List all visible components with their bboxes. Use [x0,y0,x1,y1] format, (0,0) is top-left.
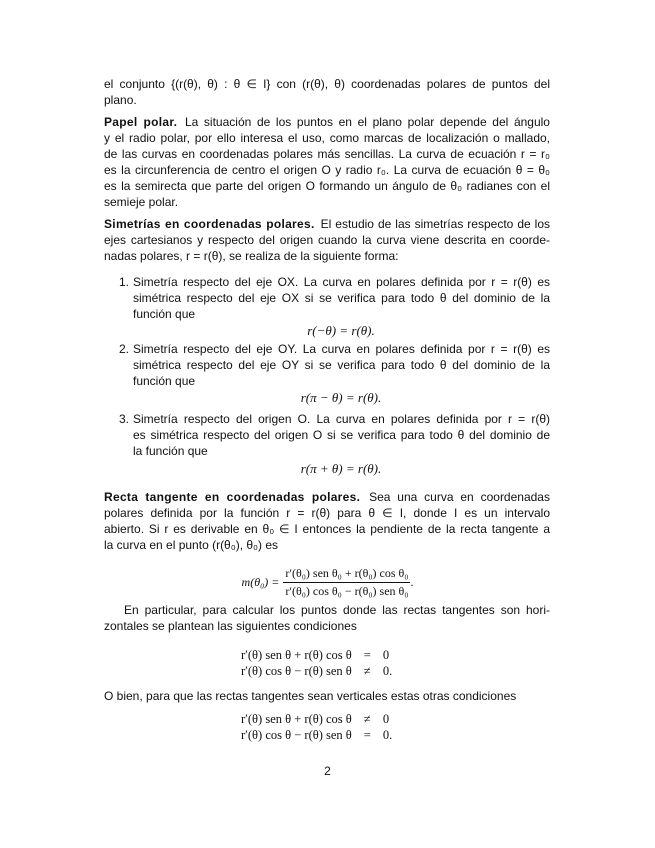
text-line: El estudio de las simetrías respecto de los [320,217,550,231]
text-line: En particular, para calcular los puntos donde las rectas tangentes son hori- [124,603,550,617]
section-heading: Simetrías en coordenadas polares. [104,217,315,231]
denominator: r′(θ₀) cos θ₀ − r(θ₀) sen θ₀ [285,584,409,598]
list-item [119,275,550,290]
eq-relation: = [363,728,371,742]
text-line: Simetría respecto del eje OX. La curva en polares definida por r = r(θ) es [133,275,550,289]
text-line: la función que [133,444,208,458]
text-line: la curva en el punto (r(θ₀), θ₀) es [104,538,279,552]
text-line: polares definida por la función r = r(θ) para θ ∈ I, donde I es un intervalo [104,506,550,520]
paragraph-line [104,115,550,130]
eq-relation: ≠ [363,712,371,726]
text-line: Simetría respecto del eje OY. La curva en polares definida por r = r(θ) es [133,342,550,356]
equation: r(π + θ) = r(θ). [300,461,382,476]
eq-rhs: 0. [382,728,393,742]
eq-rhs: 0 [382,712,390,726]
item-number: 1. [119,275,130,289]
numerator: r′(θ₀) sen θ₀ + r(θ₀) cos θ₀ [283,566,410,583]
text-line: simétrica respecto del eje OX si se verifica para todo θ del dominio de la [133,291,550,305]
formula-lhs: m(θ₀) = [241,575,280,589]
paragraph-line [104,490,550,505]
list-item [119,342,550,357]
item-number: 3. [119,412,130,426]
text-line: abierto. Si r es derivable en θ₀ ∈ I entonces la pendiente de la recta tangente a [104,522,550,536]
eq-lhs: r′(θ) sen θ + r(θ) cos θ [241,712,352,726]
equation-system-horizontal [237,647,396,679]
text-line: de las curvas en coordenadas polares más sencillas. La curva de ecuación r = r₀ [104,147,550,161]
equation-system-vertical [237,711,396,743]
item-number: 2. [119,342,130,356]
text-line: ejes cartesianos y respecto del origen cuando la curva viene descrita en coorde- [104,233,550,247]
text-line: Simetría respecto del origen O. La curva en polares definida por r = r(θ) [133,412,550,426]
text-line: simétrica respecto del eje OY si se verifica para todo θ del dominio de la [133,358,550,372]
section-heading: Recta tangente en coordenadas polares. [104,490,361,504]
paragraph-line [104,217,550,232]
slope-formula [0,566,655,599]
text-line: función que [133,307,196,321]
eq-relation: ≠ [363,664,371,678]
eq-rhs: 0. [382,664,393,678]
text-line: Sea una curva en coordenadas [369,490,550,504]
text-line: plano. [104,93,137,107]
section-heading: Papel polar. [104,115,178,129]
equation: r(π − θ) = r(θ). [300,390,382,405]
text-line: y el radio polar, por ello interesa el uso, como marcas de localización o mallado, [104,131,550,145]
text-line: es la semirecta que parte del origen O formando un ángulo de θ₀ radianes con el [104,179,550,193]
text-line: zontales se plantean las siguientes condiciones [104,619,357,633]
text-line: es simétrica respecto del origen O si se verifica para todo θ del dominio de [133,428,550,442]
list-item [119,412,550,427]
period: . [410,575,414,589]
text-line: semieje polar. [104,195,179,209]
page-number: 2 [324,764,331,778]
text-line: nadas polares, r = r(θ), se realiza de la siguiente forma: [104,249,399,263]
fraction [283,566,410,599]
text-line: es la circunferencia de centro el origen O y radio r₀. La curva de ecuación θ = θ₀ [104,163,550,177]
eq-lhs: r′(θ) sen θ + r(θ) cos θ [241,648,352,662]
text-line: O bien, para que las rectas tangentes sean verticales estas otras condiciones [104,689,517,703]
eq-lhs: r′(θ) cos θ − r(θ) sen θ [241,728,352,742]
equation: r(−θ) = r(θ). [307,323,375,338]
text-line: función que [133,374,196,388]
eq-relation: = [363,648,371,662]
text-line: el conjunto {(r(θ), θ) : θ ∈ I} con (r(θ), θ) coordenadas polares de puntos del [104,77,550,91]
eq-rhs: 0 [382,648,390,662]
eq-lhs: r′(θ) cos θ − r(θ) sen θ [241,664,352,678]
text-line: La situación de los puntos en el plano polar depende del ángulo [184,115,550,129]
